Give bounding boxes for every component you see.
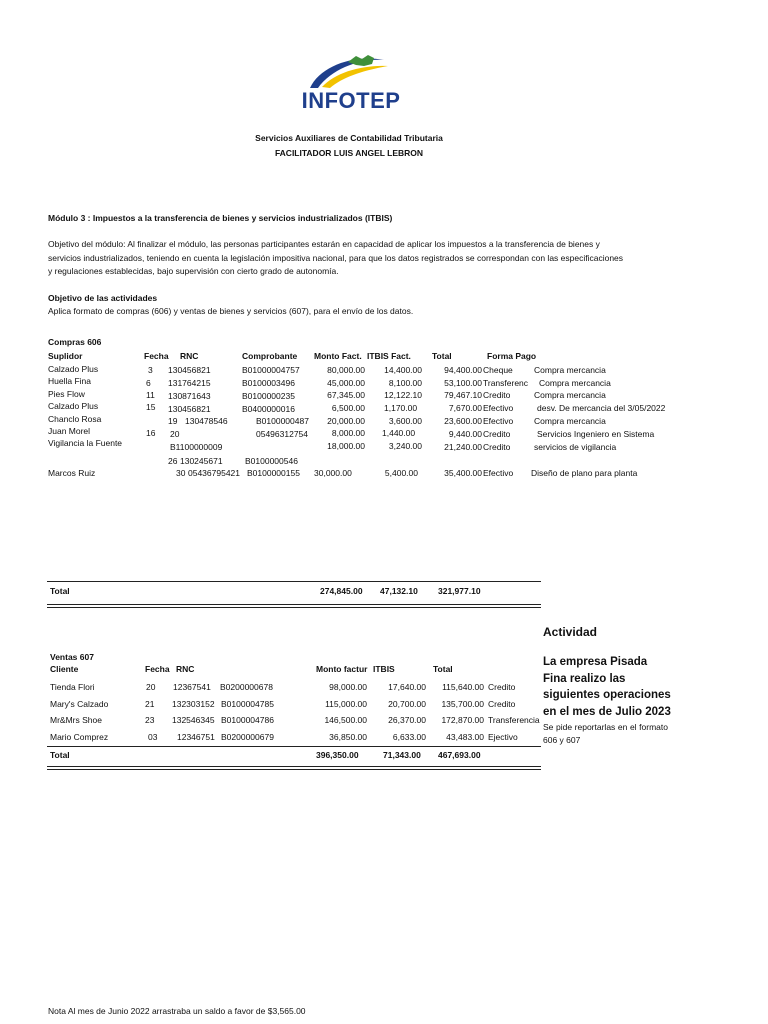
- table-cell: Credito: [488, 682, 516, 692]
- table-cell: 26: [168, 456, 178, 466]
- compras-total-label: Total: [50, 586, 70, 596]
- table-cell: 23: [145, 715, 155, 725]
- table-cell: 23,600.00: [444, 416, 482, 426]
- col-header-fecha: Fecha: [145, 664, 170, 674]
- divider: [47, 607, 541, 608]
- table-cell: 12346751: [177, 732, 215, 742]
- table-cell: 7,670.00: [448, 403, 482, 413]
- table-cell: 172,870.00: [441, 715, 484, 725]
- table-cell: 12367541: [173, 682, 211, 692]
- ventas-title: Ventas 607: [50, 652, 94, 662]
- table-cell: B0200000679: [221, 732, 274, 742]
- col-header-itbis: ITBIS Fact.: [367, 351, 411, 361]
- activities-heading: Objetivo de las actividades: [48, 293, 158, 303]
- table-cell: Credito: [483, 390, 511, 400]
- table-cell: Mario Comprez: [50, 732, 109, 742]
- table-cell: Ejectivo: [488, 732, 518, 742]
- table-cell: Transferencia: [488, 715, 540, 725]
- col-header-monto: Monto factur: [316, 664, 368, 674]
- table-cell: Calzado Plus: [48, 364, 99, 374]
- table-cell: 6,633.00: [392, 732, 426, 742]
- objective-line: Objetivo del módulo: Al finalizar el módulo, las personas participantes estarán en capacidad de aplicar los impuestos a la transferencia de bienes y: [48, 239, 600, 249]
- table-cell: B0100004786: [221, 715, 274, 725]
- table-cell: 21,240.00: [444, 442, 482, 452]
- table-cell: Mary's Calzado: [50, 699, 109, 709]
- table-cell: 18,000.00: [327, 441, 365, 451]
- table-cell: Juan Morel: [48, 426, 91, 436]
- table-cell: 80,000.00: [327, 365, 365, 375]
- table-cell: 1,440.00: [382, 428, 416, 438]
- table-cell: Mr&Mrs Shoe: [50, 715, 102, 725]
- table-cell: 5,400.00: [384, 468, 418, 478]
- table-cell: 16: [146, 428, 156, 438]
- table-cell: 20: [146, 682, 156, 692]
- table-cell: 45,000.00: [327, 378, 365, 388]
- table-cell: 05496312754: [256, 429, 309, 439]
- table-cell: 19: [168, 416, 178, 426]
- table-cell: 15: [146, 402, 156, 412]
- table-cell: Pies Flow: [48, 389, 85, 399]
- table-cell: 115,000.00: [325, 699, 367, 709]
- table-cell: 130478546: [185, 416, 228, 426]
- table-cell: servicios de vigilancia: [534, 442, 617, 452]
- divider: [47, 746, 541, 747]
- table-cell: 11: [146, 390, 155, 400]
- table-cell: Credito: [483, 442, 511, 452]
- col-header-itbis: ITBIS: [373, 664, 395, 674]
- ventas-total-label: Total: [50, 750, 70, 760]
- col-header-comprobante: Comprobante: [242, 351, 298, 361]
- table-cell: desv. De mercancia del 3/05/2022: [537, 403, 666, 413]
- table-cell: 53,100.00: [444, 378, 482, 388]
- footer-note: Nota Al mes de Junio 2022 arrastraba un saldo a favor de $3,565.00: [48, 1006, 306, 1016]
- table-cell: 05436795421: [188, 468, 241, 478]
- table-cell: 130456821: [168, 365, 211, 375]
- table-cell: Credito: [483, 429, 511, 439]
- table-cell: B1100000009: [170, 442, 223, 452]
- table-cell: Vigilancia la Fuente: [48, 438, 123, 448]
- table-cell: Chanclo Rosa: [48, 414, 102, 424]
- table-cell: 35,400.00: [444, 468, 482, 478]
- objective-line: y regulaciones establecidas, bajo supervisión con cierto grado de autonomía.: [48, 266, 339, 276]
- table-cell: Tienda Flori: [50, 682, 95, 692]
- facilitator-name: FACILITADOR LUIS ANGEL LEBRON: [274, 148, 424, 158]
- table-cell: 20: [170, 429, 180, 439]
- objective-line: servicios industrializados, teniendo en cuenta la legislación impositiva nacional, para que los datos registrados se correspondan con las especificaciones: [48, 252, 624, 263]
- table-cell: 132303152: [172, 699, 215, 709]
- compras-total-monto: 274,845.00: [320, 586, 363, 596]
- table-cell: Huella Fina: [48, 376, 91, 386]
- table-cell: 135,700.00: [441, 699, 484, 709]
- table-cell: 36,850.00: [329, 732, 367, 742]
- table-cell: 98,000.00: [329, 682, 367, 692]
- col-header-fecha: Fecha: [144, 351, 169, 361]
- col-header-rnc: RNC: [180, 351, 199, 361]
- table-cell: Compra mercancia: [534, 390, 606, 400]
- table-cell: 8,000.00: [331, 428, 365, 438]
- table-cell: 3,240.00: [388, 441, 422, 451]
- table-cell: 115,640.00: [442, 682, 484, 692]
- table-cell: 20,000.00: [327, 416, 365, 426]
- table-cell: 30,000.00: [314, 468, 352, 478]
- logo-text: INFOTEP: [301, 88, 401, 113]
- table-cell: 14,400.00: [384, 365, 422, 375]
- divider: [47, 604, 541, 605]
- table-cell: 6,500.00: [331, 403, 365, 413]
- table-cell: 67,345.00: [327, 390, 365, 400]
- table-cell: Compra mercancia: [539, 378, 611, 388]
- table-cell: B0100000487: [256, 416, 309, 426]
- divider: [47, 766, 541, 767]
- col-header-forma: Forma Pago: [487, 351, 537, 361]
- table-cell: 130456821: [168, 404, 211, 414]
- table-cell: 26,370.00: [388, 715, 426, 725]
- divider: [47, 581, 541, 582]
- table-cell: Diseño de plano para planta: [531, 468, 638, 478]
- actividad-body: La empresa Pisada Fina realizo las siguientes operaciones en el mes de Julio 2023: [543, 656, 671, 718]
- table-cell: Transferenc: [483, 378, 529, 388]
- table-cell: 6: [146, 378, 151, 388]
- table-cell: 17,640.00: [388, 682, 426, 692]
- table-cell: Efectivo: [483, 416, 514, 426]
- table-cell: 03: [148, 732, 158, 742]
- actividad-note: Se pide reportarlas en el formato 606 y 607: [543, 722, 668, 745]
- col-header-suplidor: Suplidor: [48, 351, 83, 361]
- table-cell: Calzado Plus: [48, 401, 99, 411]
- infotep-logo-icon: [292, 52, 412, 92]
- table-cell: Servicios Ingeniero en Sistema: [537, 429, 655, 439]
- table-cell: Credito: [488, 699, 516, 709]
- ventas-total-total: 467,693.00: [438, 750, 481, 760]
- table-cell: Compra mercancia: [534, 365, 606, 375]
- table-cell: 132546345: [172, 715, 215, 725]
- table-cell: 21: [145, 699, 155, 709]
- module-title: Módulo 3 : Impuestos a la transferencia de bienes y servicios industrializados (ITBIS): [48, 213, 393, 223]
- table-cell: B0100003496: [242, 378, 295, 388]
- divider: [47, 769, 541, 770]
- col-header-cliente: Cliente: [50, 664, 79, 674]
- table-cell: Marcos Ruiz: [48, 468, 96, 478]
- ventas-total-monto: 396,350.00: [316, 750, 359, 760]
- col-header-monto: Monto Fact.: [314, 351, 362, 361]
- table-cell: Compra mercancia: [534, 416, 606, 426]
- table-cell: 130245671: [180, 456, 223, 466]
- activities-text: Aplica formato de compras (606) y ventas de bienes y servicios (607), para el envío de los datos.: [48, 306, 414, 316]
- table-cell: 3,600.00: [388, 416, 422, 426]
- col-header-total: Total: [433, 664, 453, 674]
- table-cell: B0400000016: [242, 404, 295, 414]
- table-cell: B0200000678: [220, 682, 273, 692]
- table-cell: 130871643: [168, 391, 211, 401]
- table-cell: 43,483.00: [446, 732, 484, 742]
- table-cell: Cheque: [483, 365, 513, 375]
- table-cell: 20,700.00: [388, 699, 426, 709]
- compras-title: Compras 606: [48, 337, 102, 347]
- table-cell: B0100000235: [242, 391, 295, 401]
- table-cell: 9,440.00: [448, 429, 482, 439]
- table-cell: B0100000546: [245, 456, 298, 466]
- actividad-title: Actividad: [543, 625, 598, 639]
- module-objective: [48, 238, 668, 279]
- table-cell: 12,122.10: [384, 390, 422, 400]
- table-cell: 8,100.00: [388, 378, 422, 388]
- compras-total-itbis: 47,132.10: [380, 586, 418, 596]
- table-cell: B0100004785: [221, 699, 274, 709]
- col-header-total: Total: [432, 351, 452, 361]
- table-cell: B01000004757: [242, 365, 300, 375]
- table-cell: 79,467.10: [444, 390, 482, 400]
- course-title: Servicios Auxiliares de Contabilidad Tributaria: [255, 133, 443, 143]
- table-cell: 1,170.00: [384, 403, 418, 413]
- table-cell: 146,500.00: [324, 715, 367, 725]
- compras-total-total: 321,977.10: [438, 586, 481, 596]
- table-cell: Efectivo: [483, 403, 514, 413]
- table-cell: Efectivo: [483, 468, 514, 478]
- ventas-total-itbis: 71,343.00: [383, 750, 421, 760]
- col-header-rnc: RNC: [176, 664, 195, 674]
- table-cell: B0100000155: [247, 468, 300, 478]
- table-cell: 131764215: [168, 378, 211, 388]
- table-cell: 30: [176, 468, 186, 478]
- table-cell: 94,400.00: [444, 365, 482, 375]
- table-cell: 3: [148, 365, 153, 375]
